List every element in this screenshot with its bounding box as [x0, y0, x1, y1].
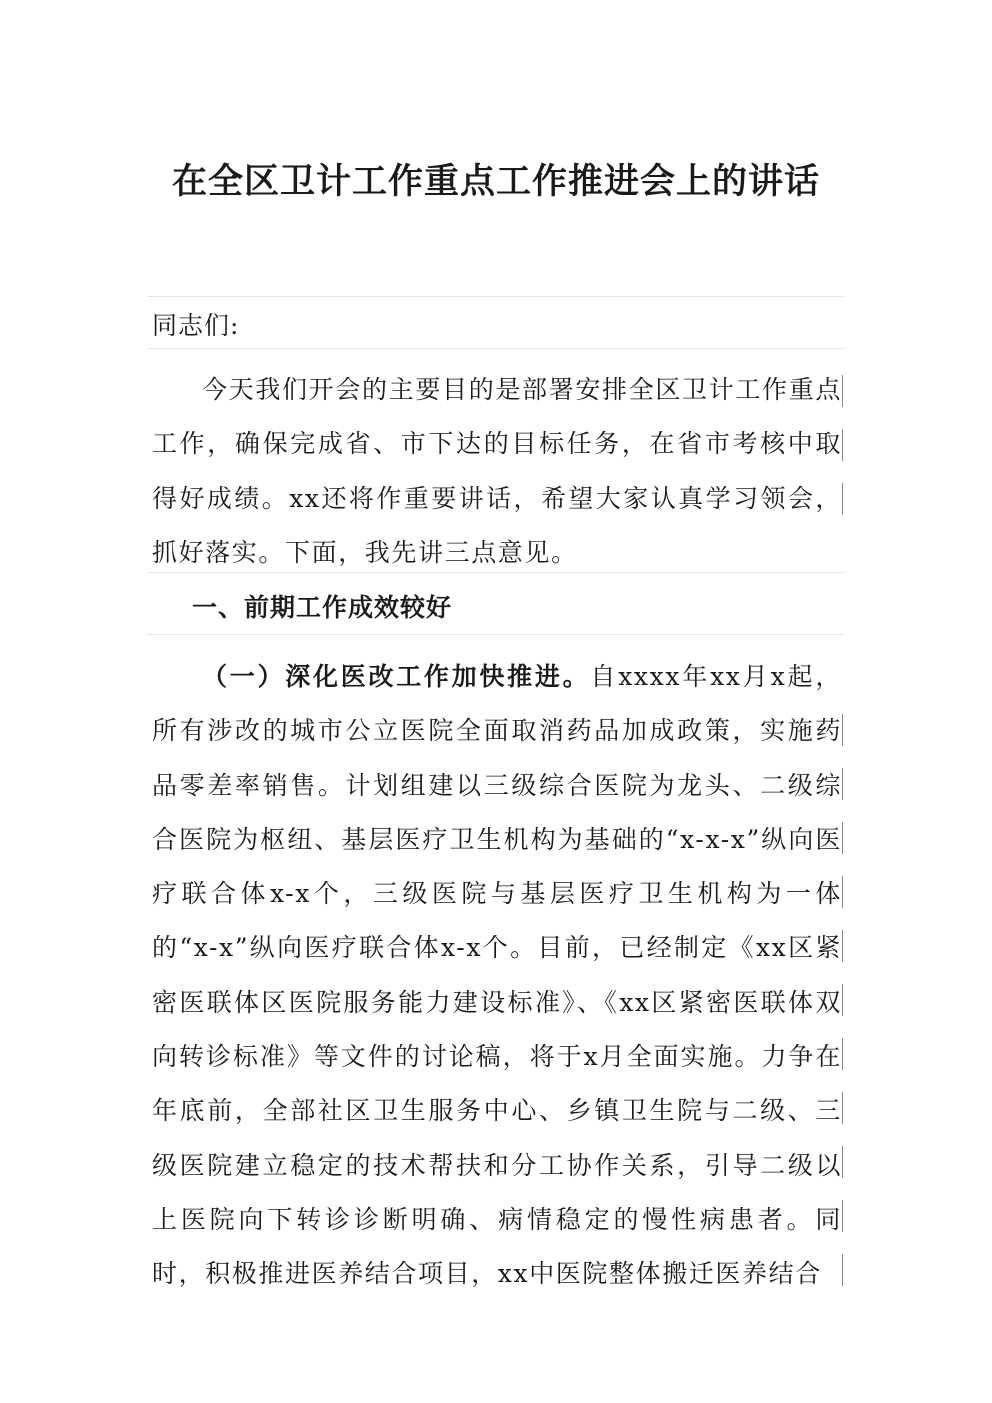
divider — [148, 348, 844, 349]
margin-bar — [842, 483, 843, 515]
margin-bar — [842, 930, 843, 962]
margin-bar — [842, 822, 843, 854]
document-title: 在全区卫计工作重点工作推进会上的讲话 — [171, 161, 820, 202]
section-heading: 一、前期工作成效较好 — [192, 593, 453, 622]
margin-bar — [842, 984, 843, 1016]
margin-bar — [842, 1038, 843, 1070]
subsection-paragraph — [152, 650, 842, 1302]
margin-bar — [842, 429, 843, 461]
margin-bar — [842, 1200, 843, 1232]
intro-paragraph: 今天我们开会的主要目的是部署安排全区卫计工作重点工作，确保完成省、市下达的目标任务，在省市考核中取得好成绩。xx还将作重要讲话，希望大家认真学习领会，抓好落实。下面，我先讲三点意见。 — [152, 375, 842, 567]
margin-bar — [842, 768, 843, 800]
margin-bar — [842, 1092, 843, 1124]
greeting: 同志们: — [152, 311, 240, 340]
margin-bar — [842, 1146, 843, 1178]
margin-bar — [842, 1254, 843, 1286]
margin-bar — [842, 876, 843, 908]
margin-bar — [842, 714, 843, 746]
divider — [148, 296, 844, 297]
margin-bar — [842, 375, 843, 407]
subsection-block — [152, 650, 842, 1302]
divider — [148, 572, 844, 573]
divider — [148, 634, 844, 635]
intro-paragraph-block — [152, 363, 842, 580]
subsection-heading: （一）深化医改工作加快推进。 — [202, 662, 591, 691]
subsection-text: 自xxxx年xx月x起，所有涉改的城市公立医院全面取消药品加成政策，实施药品零差率销售。计划组建以三级综合医院为龙头、二级综合医院为枢纽、基层医疗卫生机构为基础的“x-x-x”纵向医疗联合体x-x个，三级医院与基层医疗卫生机构为一体的“x-x”纵向医疗联合体x-x个。目前，已经制定《xx区紧密医联体区医院服务能力建设标准》、《xx区紧密医联体双向转诊标准》等文件的讨论稿，将于x月全面实施。力争在年底前，全部社区卫生服务中心、乡镇卫生院与二级、三级医院建立稳定的技术帮扶和分工协作关系，引导二级以上医院向下转诊诊断明确、病情稳定的慢性病患者。同时，积极推进医养结合项目，xx中医院整体搬迁医养结合 — [152, 662, 842, 1289]
